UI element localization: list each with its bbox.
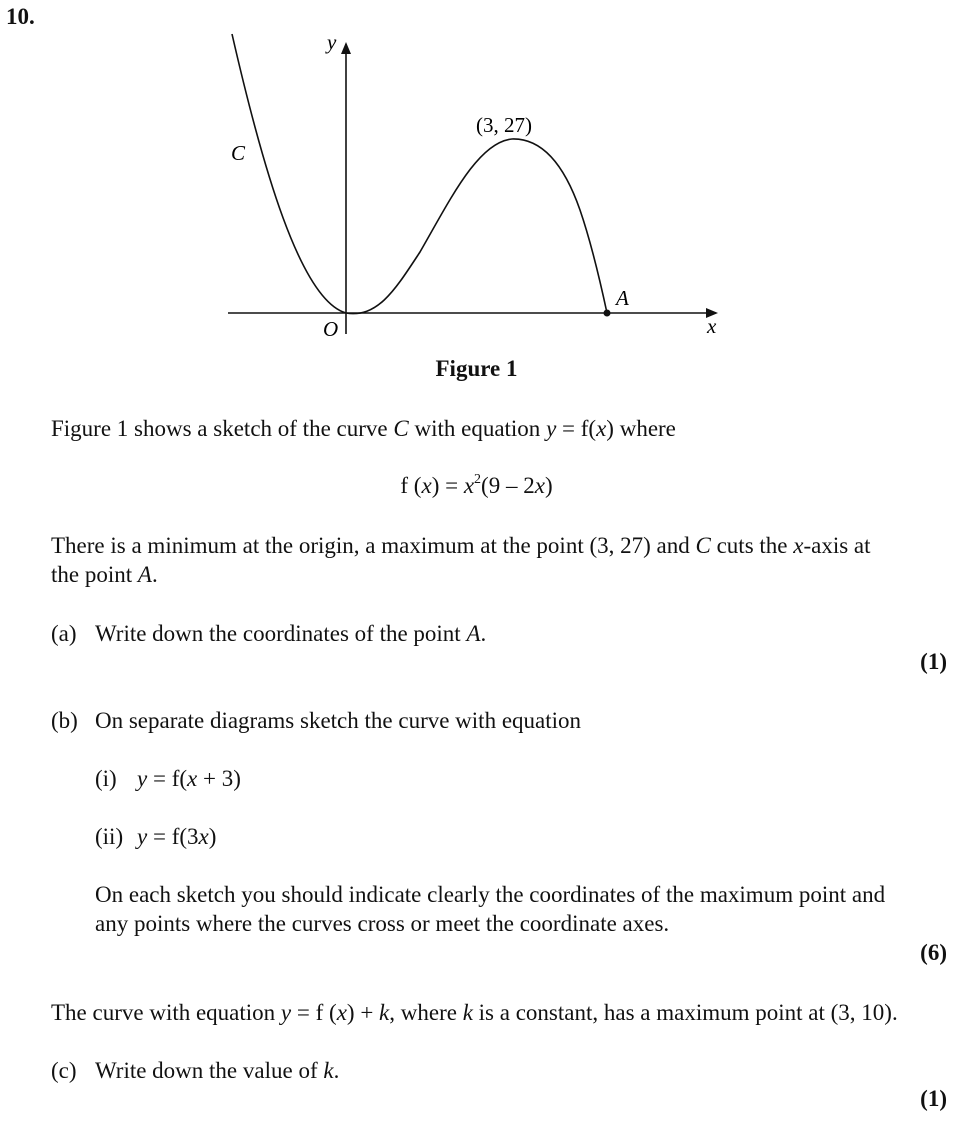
part-b-text: On separate diagrams sketch the curve with equation <box>95 708 582 733</box>
question-number: 10. <box>6 4 35 29</box>
x-axis-label: x <box>707 314 717 338</box>
curve-c <box>232 34 607 314</box>
curve-label: C <box>231 141 246 165</box>
point-a-dot <box>604 310 611 317</box>
function-equation: f $(x) = x^2(9 - 2x)$ <box>400 472 553 498</box>
part-c-text: Write down the value of k. <box>95 1058 340 1083</box>
part-a-label: (a) <box>51 621 77 646</box>
part-c-marks: (1) <box>920 1086 947 1111</box>
part-b-ii-label: (ii) <box>95 824 124 849</box>
constant-statement: The curve with equation y = f (x) + k, where k is a constant, has a maximum point at (3, 10). <box>51 1000 898 1025</box>
intro-text: Figure 1 shows a sketch of the curve C with equation y = f(x) where <box>51 416 676 441</box>
statement-text: There is a minimum at the origin, a maximum at the point (3, 27) and C cuts the x-axis at the point A. <box>51 533 871 587</box>
part-a-text: Write down the coordinates of the point A. <box>95 621 487 646</box>
figure-caption: Figure 1 <box>435 356 518 381</box>
max-point-label: (3, 27) <box>476 113 532 137</box>
part-a-marks: (1) <box>920 649 947 674</box>
y-axis-label: y <box>327 30 337 54</box>
part-b-ii-equation: y = f(3x) <box>137 824 217 849</box>
part-b-label: (b) <box>51 708 78 733</box>
figure-1-graph <box>0 0 973 350</box>
part-b-i-equation: y = f(x + 3) <box>137 766 241 791</box>
part-b-i-label: (i) <box>95 766 117 791</box>
part-b-note: On each sketch you should indicate clearly the coordinates of the maximum point and any points where the curves cross or meet the coordinate axes. <box>95 882 886 936</box>
part-c-label: (c) <box>51 1058 77 1083</box>
part-a <box>51 619 77 648</box>
point-a-label: A <box>616 286 629 310</box>
part-b-marks: (6) <box>920 940 947 965</box>
origin-label: O <box>323 317 339 341</box>
